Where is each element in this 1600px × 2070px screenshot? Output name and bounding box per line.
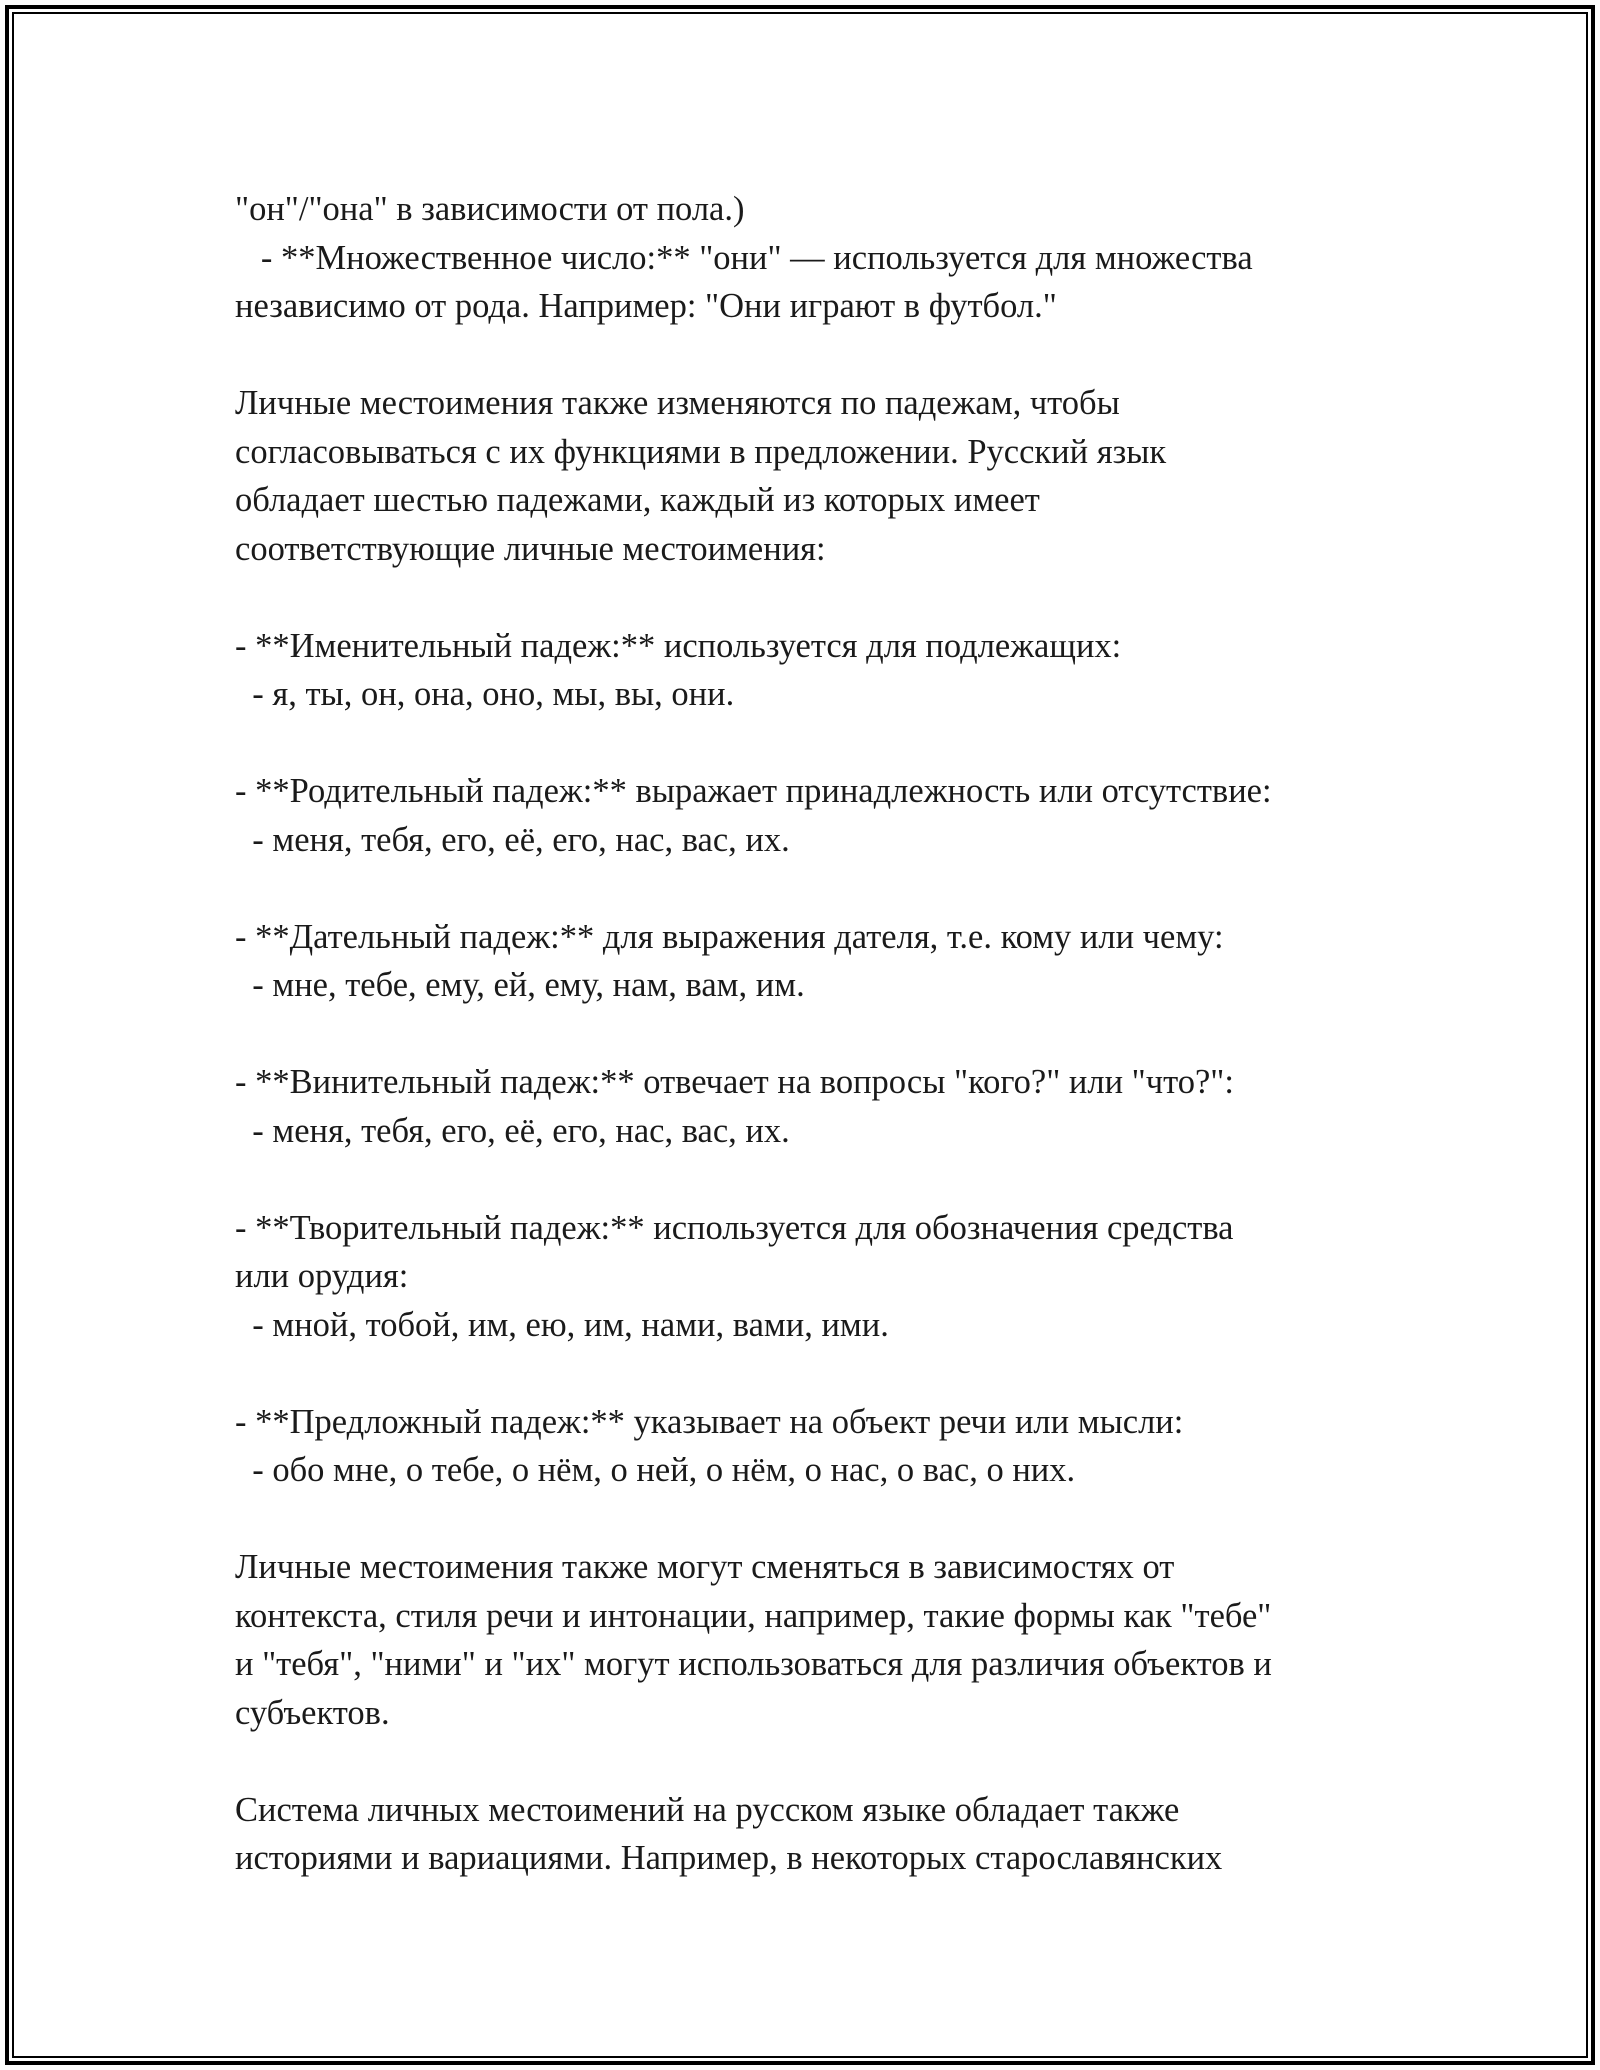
blank-line <box>235 719 1375 768</box>
text-line: Личные местоимения также изменяются по падежам, чтобы <box>235 384 1120 422</box>
text-line: независимо от рода. Например: "Они играют в футбол." <box>235 287 1057 325</box>
text-line: - **Винительный падеж:** отвечает на вопросы "кого?" или "что?": <box>235 1063 1234 1101</box>
blank-line <box>235 1010 1375 1059</box>
text-line: - **Родительный падеж:** выражает принадлежность или отсутствие: <box>235 772 1272 810</box>
text-line: - **Дательный падеж:** для выражения дателя, т.е. кому или чему: <box>235 917 1224 956</box>
blank-line <box>235 1495 1375 1544</box>
text-line: соответствующие личные местоимения: <box>235 529 826 568</box>
blank-line <box>235 1349 1375 1398</box>
text-line: - меня, тебя, его, её, его, нас, вас, их. <box>235 820 790 859</box>
text-line: - **Именительный падеж:** используется для подлежащих: <box>235 626 1122 665</box>
blank-line <box>235 1155 1375 1204</box>
text-line: - **Предложный падеж:** указывает на объект речи или мысли: <box>235 1402 1184 1441</box>
text-line: - **Множественное число:** "они" — используется для множества <box>235 238 1253 277</box>
blank-line <box>235 331 1375 380</box>
text-line: "он"/"она" в зависимости от пола.) <box>235 190 745 228</box>
text-line: обладает шестью падежами, каждый из которых имеет <box>235 481 1040 519</box>
blank-line <box>235 573 1375 622</box>
text-line: Система личных местоимений на русском языке обладает также <box>235 1790 1180 1829</box>
text-line: контекста, стиля речи и интонации, например, такие формы как "тебе" <box>235 1596 1272 1635</box>
blank-line <box>235 864 1375 913</box>
text-line: историями и вариациями. Например, в некоторых старославянских <box>235 1839 1223 1877</box>
text-line: - обо мне, о тебе, о нём, о ней, о нём, о нас, о вас, о них. <box>235 1451 1076 1489</box>
text-line: согласовываться с их функциями в предложении. Русский язык <box>235 432 1167 471</box>
text-line: - мне, тебе, ему, ей, ему, нам, вам, им. <box>235 966 805 1004</box>
text-line: - мной, тобой, им, ею, им, нами, вами, ими. <box>235 1305 889 1344</box>
document-body <box>235 185 1375 1883</box>
text-line: и "тебя", "ними" и "их" могут использоваться для различия объектов и <box>235 1645 1272 1683</box>
text-line: - я, ты, он, она, оно, мы, вы, они. <box>235 675 735 713</box>
text-line: или орудия: <box>235 1257 409 1295</box>
text-line: Личные местоимения также могут сменяться в зависимостях от <box>235 1548 1175 1586</box>
blank-line <box>235 1737 1375 1786</box>
text-line: субъектов. <box>235 1693 390 1732</box>
text-line: - **Творительный падеж:** используется для обозначения средства <box>235 1208 1234 1247</box>
text-line: - меня, тебя, его, её, его, нас, вас, их. <box>235 1111 790 1150</box>
